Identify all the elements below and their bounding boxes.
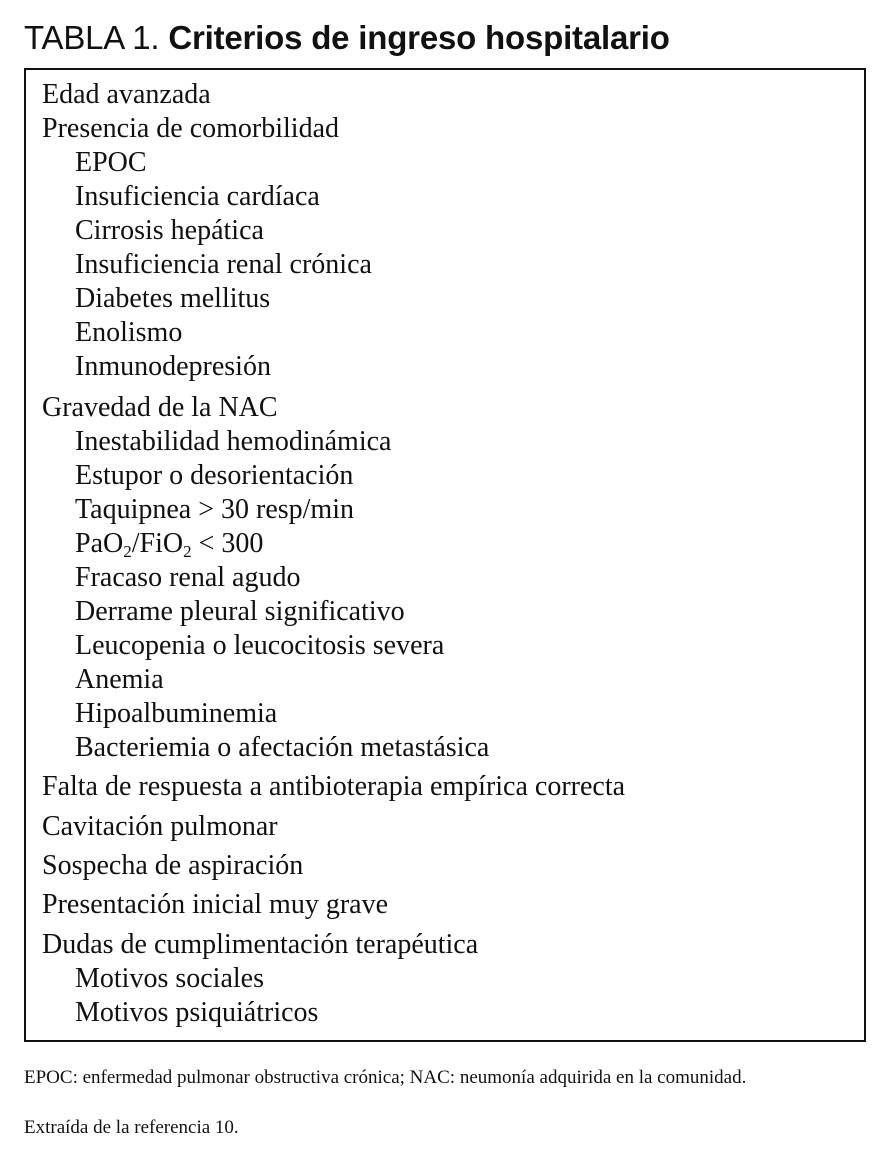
list-item: Cavitación pulmonar xyxy=(42,811,278,842)
footnote-source: Extraída de la referencia 10. xyxy=(24,1117,239,1138)
list-item: Motivos sociales xyxy=(75,963,264,994)
list-item: Falta de respuesta a antibioterapia empírica correcta xyxy=(42,771,626,802)
list-item: Enolismo xyxy=(75,317,183,348)
list-item: Hipoalbuminemia xyxy=(75,698,278,729)
list-item: Motivos psiquiátricos xyxy=(75,997,319,1028)
footnote-abbreviations: EPOC: enfermedad pulmonar obstructiva crónica; NAC: neumonía adquirida en la comunidad. xyxy=(24,1067,747,1088)
table-label: TABLA 1. xyxy=(24,19,160,56)
list-item: Insuficiencia renal crónica xyxy=(75,249,372,280)
list-item: Inestabilidad hemodinámica xyxy=(75,426,392,457)
list-item: PaO$_2$/FiO$_2$ < 300 xyxy=(75,528,264,561)
table-title xyxy=(24,18,670,58)
list-item: Inmunodepresión xyxy=(75,351,271,382)
list-item: Edad avanzada xyxy=(42,79,211,110)
list-item: Taquipnea > 30 resp/min xyxy=(75,494,354,525)
list-item: Estupor o desorientación xyxy=(75,460,354,491)
list-item: Fracaso renal agudo xyxy=(75,562,301,593)
list-item: Diabetes mellitus xyxy=(75,283,271,314)
list-item: Bacteriemia o afectación metastásica xyxy=(75,732,490,763)
list-item: EPOC xyxy=(75,147,147,178)
list-item: Leucopenia o leucocitosis severa xyxy=(75,630,445,661)
table-caption: Criterios de ingreso hospitalario xyxy=(168,19,670,56)
list-item: Anemia xyxy=(75,664,164,695)
list-item: Presentación inicial muy grave xyxy=(42,889,388,920)
list-item: Sospecha de aspiración xyxy=(42,850,304,881)
list-item: Insuficiencia cardíaca xyxy=(75,181,320,212)
list-item: Cirrosis hepática xyxy=(75,215,264,246)
list-item: Gravedad de la NAC xyxy=(42,392,278,423)
list-item: Derrame pleural significativo xyxy=(75,596,405,627)
list-item: Dudas de cumplimentación terapéutica xyxy=(42,929,479,960)
list-item: Presencia de comorbilidad xyxy=(42,113,340,144)
